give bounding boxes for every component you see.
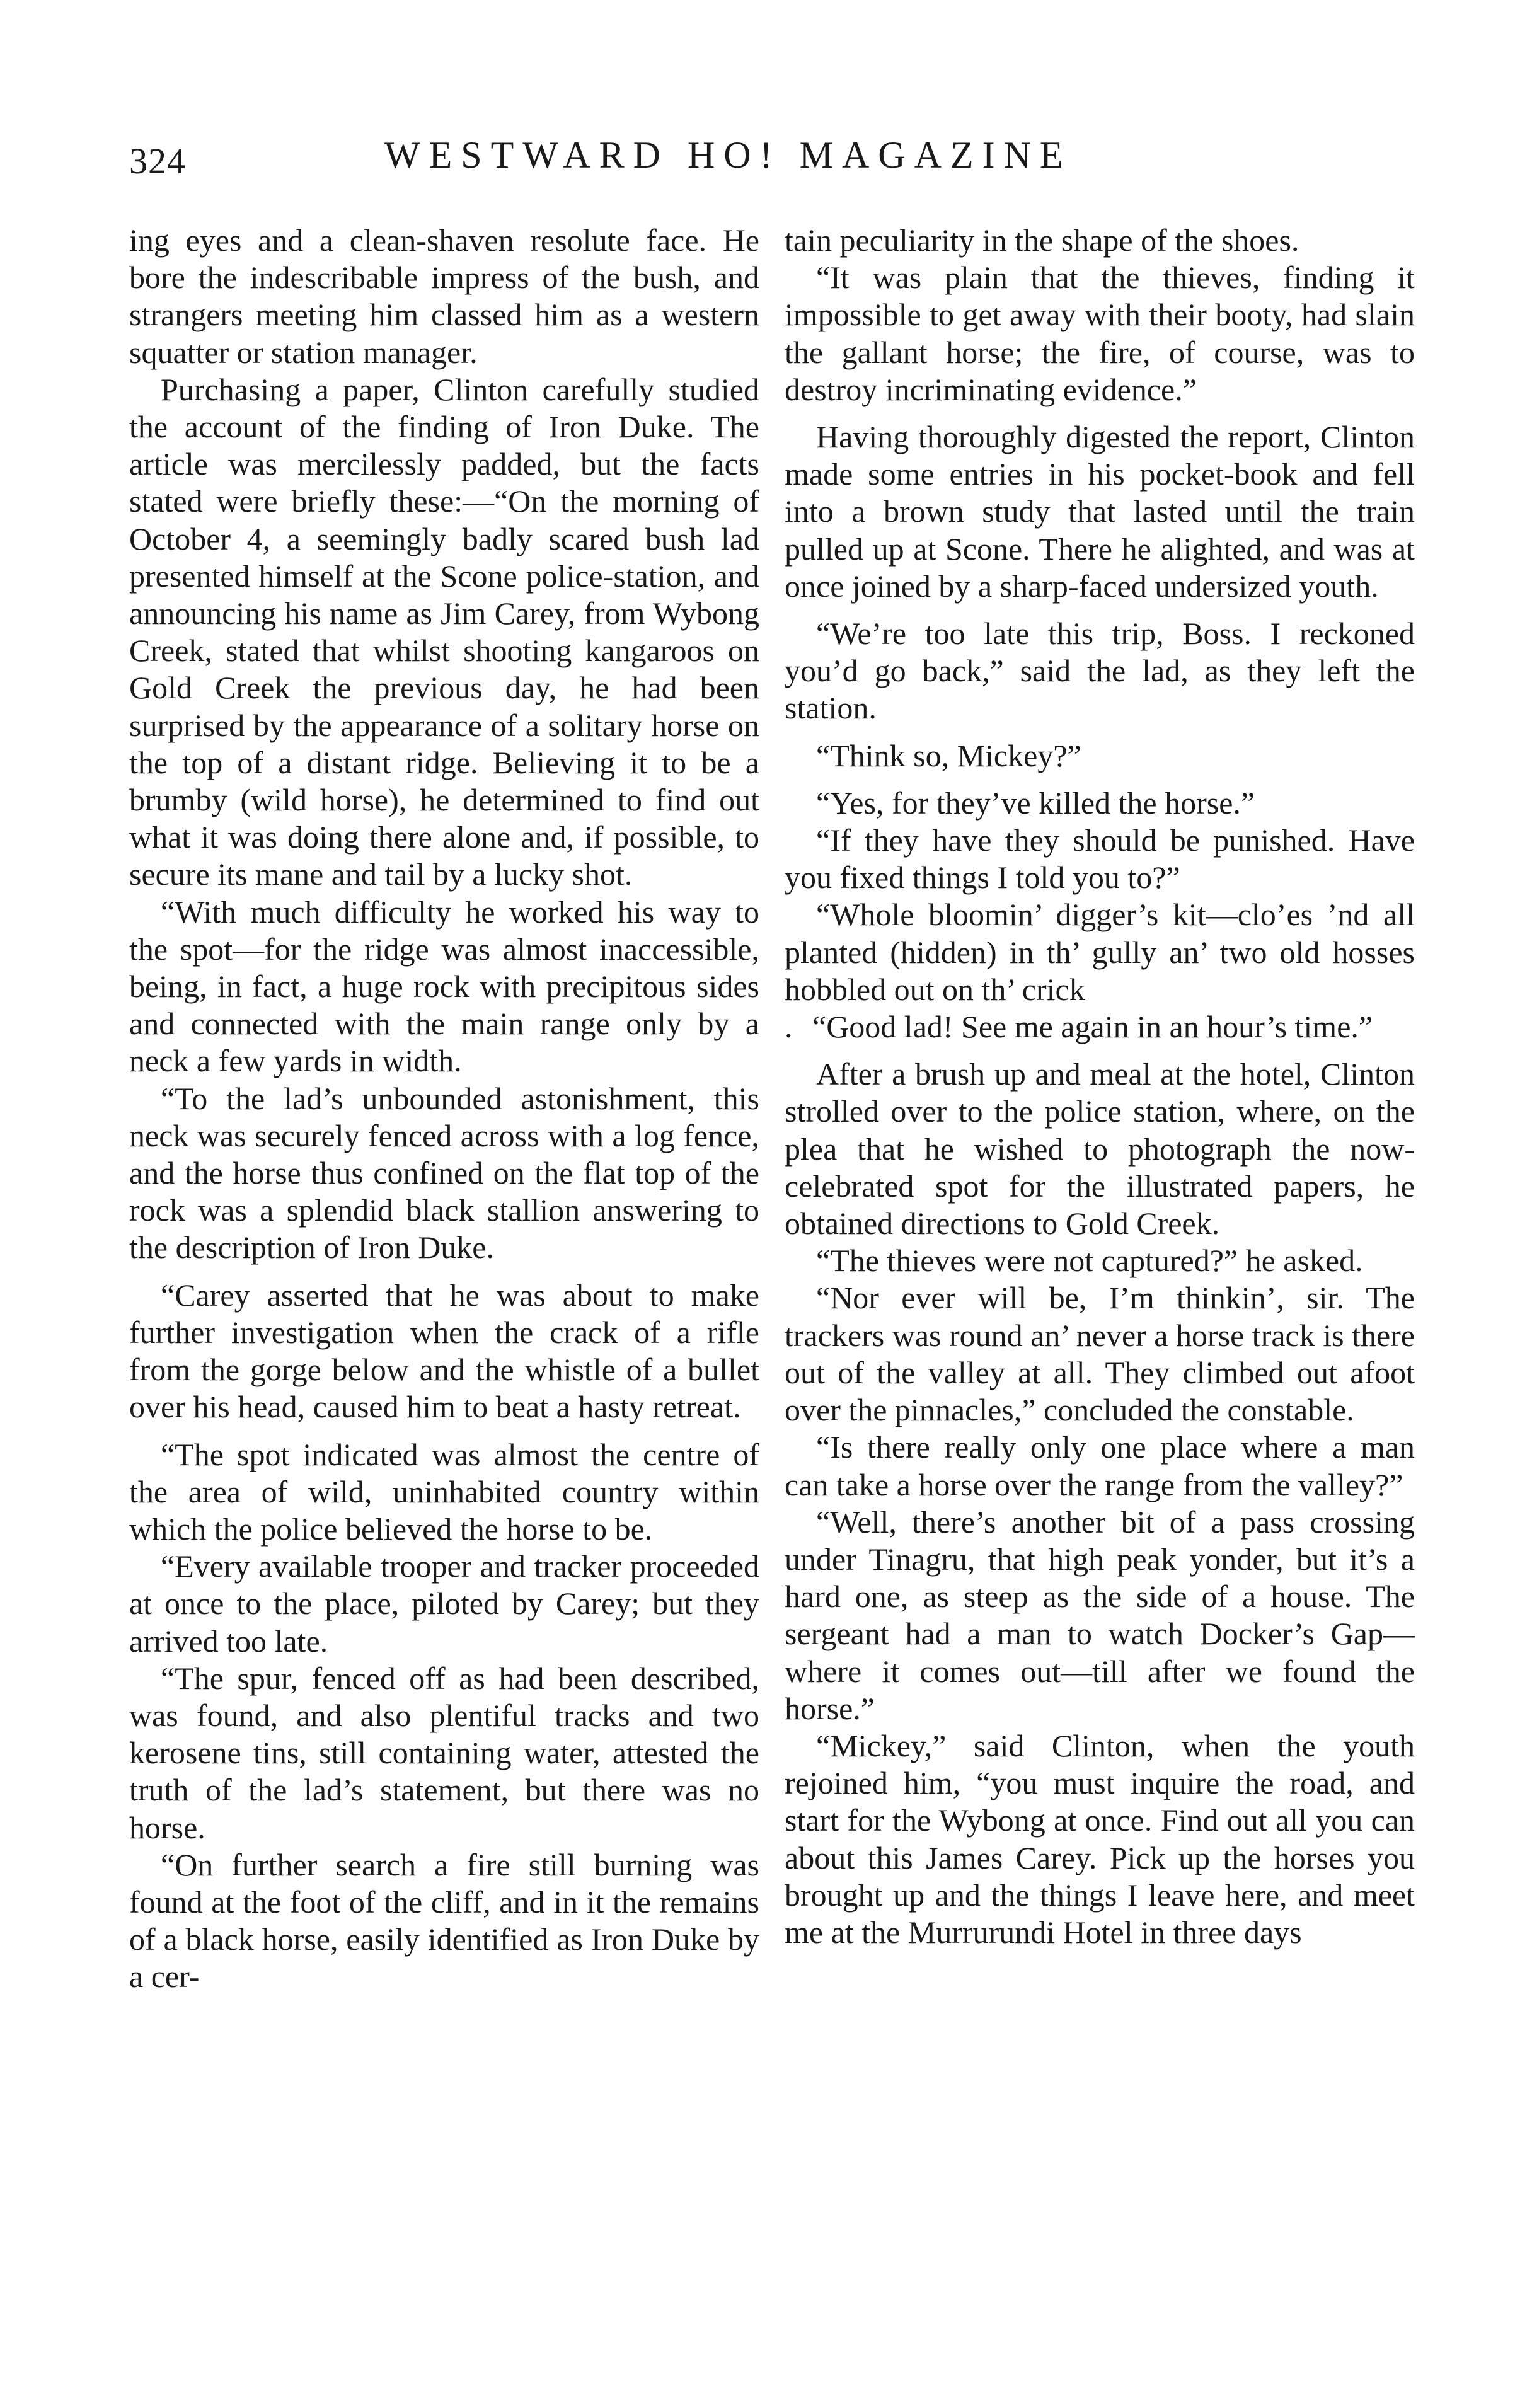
paragraph: “We’re too late this trip, Boss. I reckoned you’d go back,” said the lad, as they left the station.: [785, 616, 1415, 726]
right-column: [785, 222, 1415, 1951]
running-title: WESTWARD HO! MAGAZINE: [384, 134, 1072, 176]
paragraph: After a brush up and meal at the hotel, Clinton strolled over to the police station, where, on the plea that he wished to photograph the now-celebrated spot for the illustrated papers, he obtained directions to Gold Creek.: [785, 1056, 1415, 1241]
paragraph: Purchasing a paper, Clinton carefully studied the account of the finding of Iron Duke. The article was mercilessly padded, but the facts stated were briefly these:—“On the morning of October 4, a seemingly badly scared bush lad presented himself at the Scone police-station, and announcing his name as Jim Carey, from Wybong Creek, stated that whilst shooting kangaroos on Gold Creek the previous day, he had been surprised by the appearance of a solitary horse on the top of a distant ridge. Believing it to be a brumby (wild horse), he determined to find out what it was doing there alone and, if possible, to secure its mane and tail by a lucky shot.: [129, 371, 759, 892]
paragraph: “On further search a fire still burning was found at the foot of the cliff, and in it the remains of a black horse, easily identified as Iron Duke by a cer-: [129, 1846, 759, 1995]
paragraph: [785, 1008, 1415, 1046]
paragraph: tain peculiarity in the shape of the shoes.: [785, 222, 1299, 258]
paragraph: “Nor ever will be, I’m thinkin’, sir. The trackers was round an’ never a horse track is there out of the valley at all. They climbed out afoot over the pinnacles,” concluded the constable.: [785, 1280, 1415, 1428]
paragraph: “The thieves were not captured?” he asked.: [816, 1243, 1363, 1279]
stray-mark: .: [785, 1009, 793, 1045]
paragraph: ing eyes and a clean-shaven resolute face. He bore the indescribable impress of the bush, and strangers meeting him classed him as a western squatter or station manager.: [129, 222, 759, 370]
paragraph: “Yes, for they’ve killed the horse.”: [816, 785, 1255, 821]
paragraph: “If they have they should be punished. Have you fixed things I told you to?”: [785, 822, 1415, 896]
paragraph: “With much difficulty he worked his way to the spot—for the ridge was almost inaccessible, being, in fact, a huge rock with precipitous sides and connected with the main range only by a neck a few yards in width.: [129, 894, 759, 1079]
paragraph: “Is there really only one place where a man can take a horse over the range from the valley?”: [785, 1429, 1415, 1502]
left-column: [129, 222, 759, 1996]
paragraph: “Well, there’s another bit of a pass crossing under Tinagru, that high peak yonder, but it’s a hard one, as steep as the side of a house. The sergeant had a man to watch Docker’s Gap—where it comes out—till after we found the horse.”: [785, 1504, 1415, 1726]
paragraph: “Carey asserted that he was about to make further investigation when the crack of a rifle from the gorge below and the whistle of a bullet over his head, caused him to beat a hasty retreat.: [129, 1277, 759, 1425]
paragraph: “The spot indicated was almost the centre of the area of wild, uninhabited country within which the police believed the horse to be.: [129, 1436, 759, 1547]
paragraph: “Whole bloomin’ digger’s kit—clo’es ’nd all planted (hidden) in th’ gully an’ two old hosses hobbled out on th’ crick: [785, 897, 1415, 1007]
paragraph: “Every available trooper and tracker proceeded at once to the place, piloted by Carey; but they arrived too late.: [129, 1548, 759, 1659]
paragraph: “The spur, fenced off as had been described, was found, and also plentiful tracks and two kerosene tins, still containing water, attested the truth of the lad’s statement, but there was no horse.: [129, 1660, 759, 1845]
paragraph: “Mickey,” said Clinton, when the youth rejoined him, “you must inquire the road, and start for the Wybong at once. Find out all you can about this James Carey. Pick up the horses you brought up and the things I leave here, and meet me at the Murrurundi Hotel in three days: [785, 1727, 1415, 1950]
page-number: 324: [129, 141, 186, 181]
paragraph-text: “Good lad! See me again in an hour’s time.”: [812, 1009, 1373, 1045]
paragraph: Having thoroughly digested the report, Clinton made some entries in his pocket-book and fell into a brown study that lasted until the train pulled up at Scone. There he alighted, and was at once joined by a sharp-faced undersized youth.: [785, 419, 1415, 604]
paragraph: “It was plain that the thieves, finding it impossible to get away with their booty, had slain the gallant horse; the fire, of course, was to destroy incriminating evidence.”: [785, 260, 1415, 407]
paragraph: “To the lad’s unbounded astonishment, this neck was securely fenced across with a log fence, and the horse thus confined on the flat top of the rock was a splendid black stallion answering to the description of Iron Duke.: [129, 1080, 759, 1265]
paragraph: “Think so, Mickey?”: [816, 737, 1081, 773]
